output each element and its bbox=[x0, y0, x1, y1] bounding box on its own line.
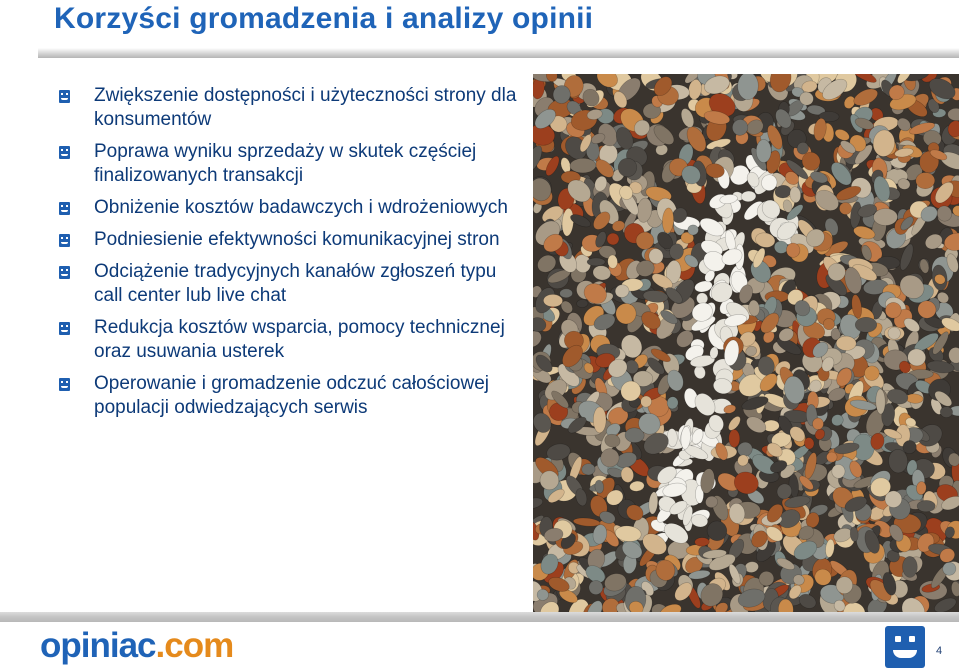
list-item bbox=[56, 372, 526, 420]
bullet-text: Operowanie i gromadzenie odczuć całościowej populacji odwiedzających serwis bbox=[94, 373, 489, 418]
pebble-arrow-photo bbox=[533, 74, 959, 613]
smiley-bullet-icon bbox=[59, 202, 70, 215]
list-item bbox=[56, 84, 526, 132]
bullet-list bbox=[56, 84, 526, 428]
smiley-logo-icon bbox=[885, 626, 925, 668]
title-divider bbox=[38, 48, 959, 58]
list-item bbox=[56, 140, 526, 188]
smiley-bullet-icon bbox=[59, 378, 70, 391]
smiley-bullet-icon bbox=[59, 90, 70, 103]
pebble-arrow-icon bbox=[533, 74, 959, 613]
smiley-bullet-icon bbox=[59, 234, 70, 247]
footer-divider bbox=[0, 612, 959, 622]
list-item bbox=[56, 260, 526, 308]
logo-tld-text: .com bbox=[155, 626, 234, 665]
smiley-bullet-icon bbox=[59, 322, 70, 335]
bullet-text: Zwiększenie dostępności i użyteczności strony dla konsumentów bbox=[94, 85, 517, 130]
brand-logo bbox=[40, 626, 233, 666]
slide-title: Korzyści gromadzenia i analizy opinii bbox=[54, 2, 594, 35]
smiley-bullet-icon bbox=[59, 266, 70, 279]
list-item bbox=[56, 228, 526, 252]
page-number: 4 bbox=[936, 645, 943, 657]
bullet-text: Obniżenie kosztów badawczych i wdrożeniowych bbox=[94, 197, 508, 218]
logo-main-text: opiniac bbox=[40, 626, 156, 665]
list-item bbox=[56, 196, 526, 220]
bullet-text: Redukcja kosztów wsparcia, pomocy technicznej oraz usuwania usterek bbox=[94, 317, 505, 362]
bullet-text: Podniesienie efektywności komunikacyjnej stron bbox=[94, 229, 500, 250]
bullet-text: Poprawa wyniku sprzedaży w skutek częściej finalizowanych transakcji bbox=[94, 141, 477, 186]
bullet-text: Odciążenie tradycyjnych kanałów zgłoszeń typu call center lub live chat bbox=[94, 261, 497, 306]
list-item bbox=[56, 316, 526, 364]
smiley-bullet-icon bbox=[59, 146, 70, 159]
